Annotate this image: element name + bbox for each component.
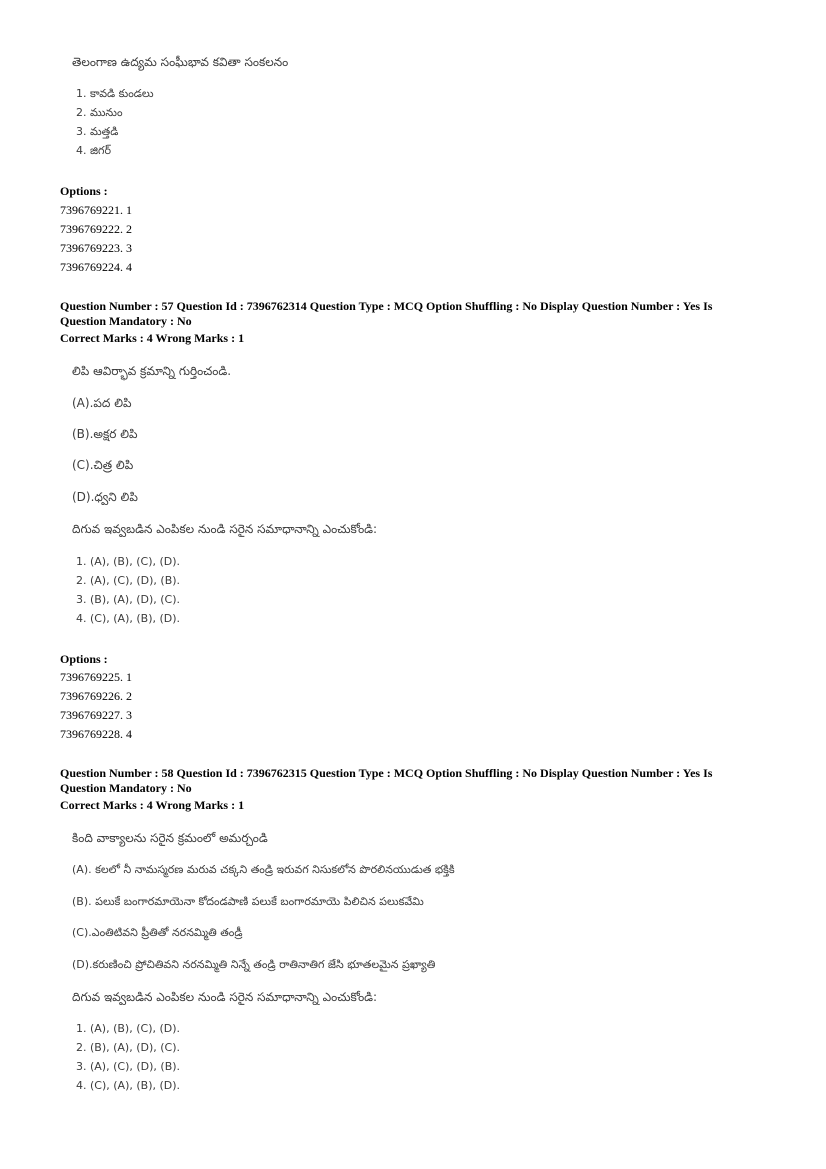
option-id: 7396769228. 4 — [60, 727, 132, 741]
option-id: 7396769224. 4 — [60, 260, 132, 274]
question-marks: Correct Marks : 4 Wrong Marks : 1 — [60, 798, 245, 812]
statement-item: (D).ధ్వని లిపి — [72, 490, 138, 504]
statement-item: (A).పద లిపి — [72, 396, 132, 410]
choice-item: 1. కావడి కుండలు — [76, 87, 154, 100]
question-stem: కింది వాక్యాలను సరైన క్రమంలో అమర్చండి — [72, 831, 268, 845]
question-stem: తెలంగాణ ఉద్యమ సంఘీభావ కవితా సంకలనం — [72, 55, 289, 69]
option-id: 7396769227. 3 — [60, 708, 132, 722]
choice-item: 2. (B), (A), (D), (C). — [76, 1041, 181, 1054]
option-id: 7396769225. 1 — [60, 670, 132, 684]
statement-item: (B).అక్షర లిపి — [72, 427, 138, 441]
question-meta-line1: Question Number : 57 Question Id : 7396762314 Question Type : MCQ Option Shuffling : No Display Question Number : Yes Is — [60, 299, 713, 313]
statement-item: (C).చిత్ర లిపి — [72, 458, 134, 472]
option-id: 7396769221. 1 — [60, 203, 132, 217]
question-meta — [60, 299, 760, 329]
statement-item: (A). కలలో నీ నామస్మరణ మరువ చక్కని తండ్రి ఇరువగ నిసుకలోన పొరలినయుడుత భక్తికి — [72, 863, 455, 876]
statement-item: (C).ఎంతిటివని ప్రీతితో నరనమ్మితి తండ్రీ — [72, 926, 243, 939]
choice-item: 3. మత్తడి — [76, 125, 119, 138]
options-label: Options : — [60, 184, 108, 198]
choice-item: 3. (A), (C), (D), (B). — [76, 1060, 181, 1073]
statement-item: (B). పలుకే బంగారమాయెనా కోదండపాణి పలుకే బంగారమాయె పిలిచిన పలుకవేమి — [72, 895, 424, 908]
choice-item: 1. (A), (B), (C), (D). — [76, 1022, 181, 1035]
question-marks: Correct Marks : 4 Wrong Marks : 1 — [60, 331, 245, 345]
question-meta-line2: Question Mandatory : No — [60, 781, 192, 795]
question-meta-line1: Question Number : 58 Question Id : 7396762315 Question Type : MCQ Option Shuffling : No Display Question Number : Yes Is — [60, 766, 713, 780]
question-instruction: దిగువ ఇవ్వబడిన ఎంపికల నుండి సరైన సమాధానాన్ని ఎంచుకోండి: — [72, 990, 378, 1004]
option-id: 7396769226. 2 — [60, 689, 132, 703]
options-label: Options : — [60, 652, 108, 666]
question-meta-line2: Question Mandatory : No — [60, 314, 192, 328]
question-stem: లిపి ఆవిర్భావ క్రమాన్ని గుర్తించండి. — [72, 364, 232, 378]
question-instruction: దిగువ ఇవ్వబడిన ఎంపికల నుండి సరైన సమాధానాన్ని ఎంచుకోండి: — [72, 522, 378, 536]
option-id: 7396769222. 2 — [60, 222, 132, 236]
choice-item: 4. (C), (A), (B), (D). — [76, 1079, 181, 1092]
choice-item: 1. (A), (B), (C), (D). — [76, 555, 181, 568]
choice-item: 4. (C), (A), (B), (D). — [76, 612, 181, 625]
option-id: 7396769223. 3 — [60, 241, 132, 255]
choice-item: 2. (A), (C), (D), (B). — [76, 574, 181, 587]
question-meta — [60, 766, 760, 796]
choice-item: 2. మునుం — [76, 106, 123, 119]
choice-item: 4. జిగర్ — [76, 144, 111, 157]
statement-item: (D).కరుణించి ప్రోచితివని నరనమ్మితి నిన్నే తండ్రి రాతినాతిగ జేసి భూతలమైన ప్రఖ్యాతి — [72, 958, 436, 971]
choice-item: 3. (B), (A), (D), (C). — [76, 593, 181, 606]
